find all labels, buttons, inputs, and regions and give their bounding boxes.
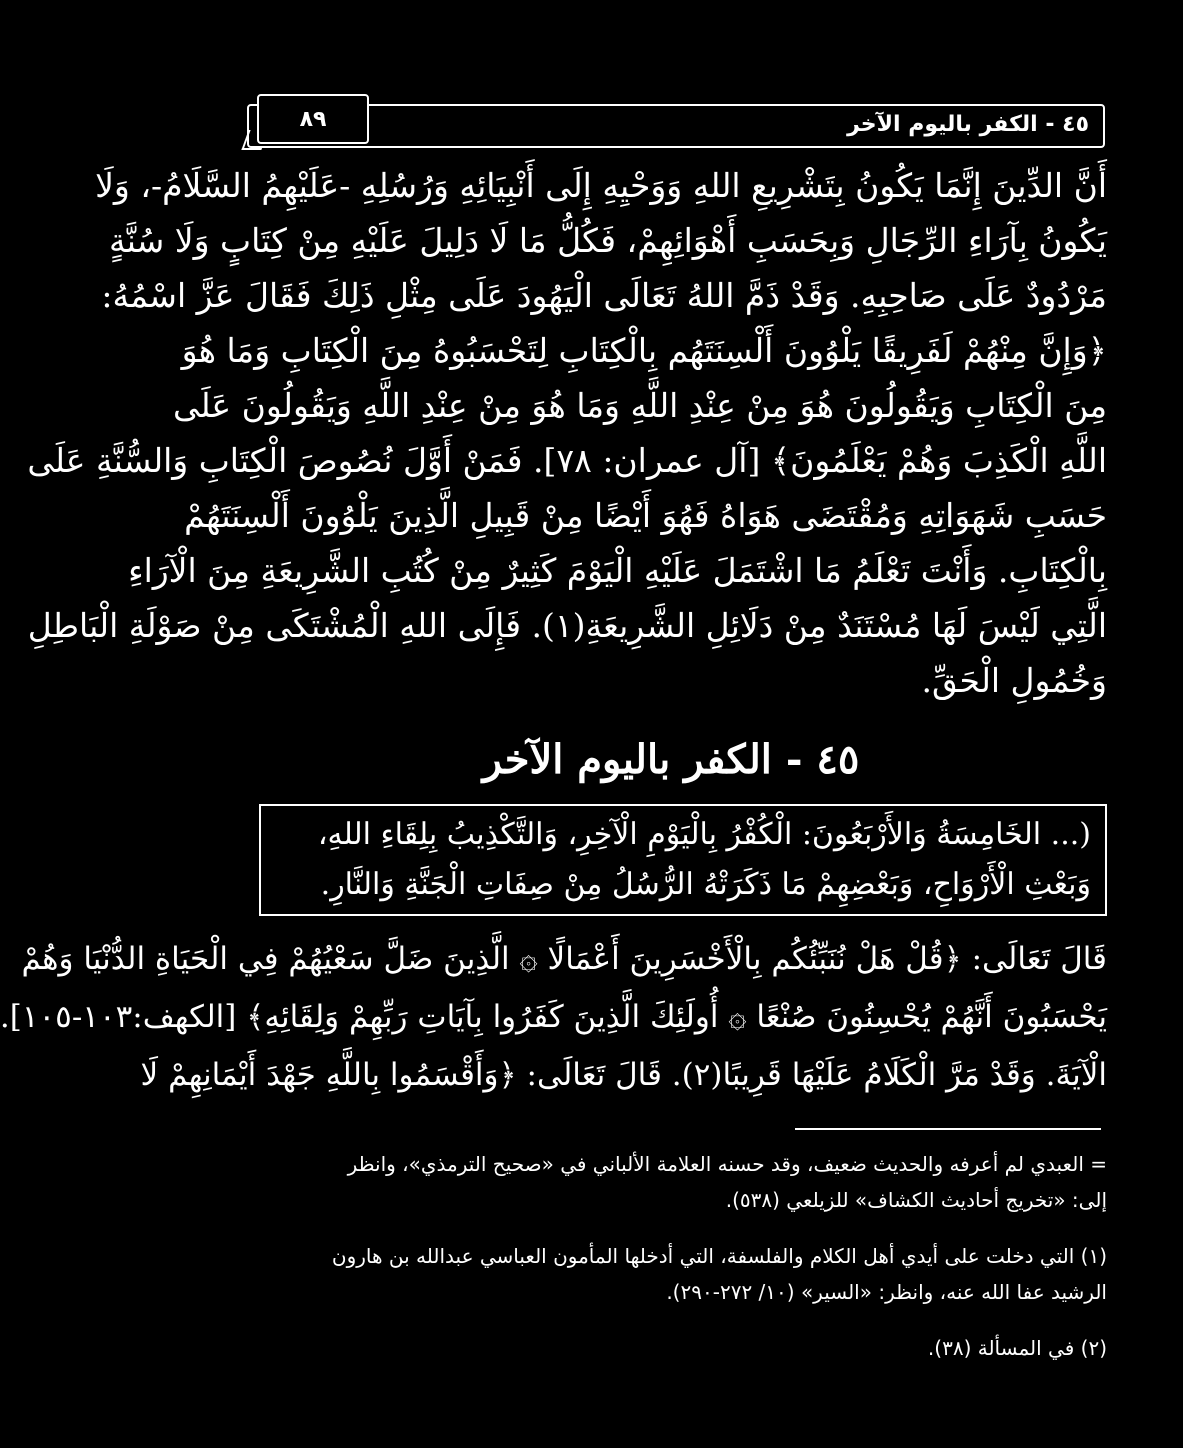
header-title: ٤٥ - الكفر باليوم الآخر [847,112,1089,137]
continuation-line: يَحْسَبُونَ أَنَّهُمْ يُحْسِنُونَ صُنْعًا ۞ أُولَئِكَ الَّذِينَ كَفَرُوا بِآيَاتِ رَبِّهِمْ وَلِقَائِهِ﴾ [الكهف:١٠٣-١٠٥]. [0,999,1107,1035]
footnote-line: الرشيد عفا الله عنه، وانظر: «السير» (١٠/ ٢٧٢-٢٩٠). [666,1280,1107,1304]
footnote-line: إلى: «تخريج أحاديث الكشاف» للزيلعي (٥٣٨). [725,1188,1107,1212]
footnote-separator [795,1128,1101,1130]
body-line: الَّتِي لَيْسَ لَهَا مُسْتَنَدٌ مِنْ دَلَائِلِ الشَّرِيعَةِ(١). فَإِلَى اللهِ الْمُشْتَكَى مِنْ صَوْلَةِ الْبَاطِلِ [27,606,1107,645]
body-line: مِنَ الْكِتَابِ وَيَقُولُونَ هُوَ مِنْ عِنْدِ اللَّهِ وَمَا هُوَ مِنْ عِنْدِ اللَّهِ وَيَقُولُونَ عَلَى [173,386,1107,425]
body-line: بِالْكِتَابِ. وَأَنْتَ تَعْلَمُ مَا اشْتَمَلَ عَلَيْهِ الْيَوْمَ كَثِيرٌ مِنْ كُتُبِ الشَّرِيعَةِ مِنَ الْآرَاءِ [128,551,1107,590]
body-paragraph [27,158,1107,708]
matn-line: وَبَعْثِ الْأَرْوَاحِ، وَبَعْضِهِمْ مَا ذَكَرَتْهُ الرُّسُلُ مِنْ صِفَاتِ الْجَنَّةِ وَالنَّارِ. [320,867,1091,902]
section-heading: ٤٥ - الكفر باليوم الآخر [482,736,860,783]
footnote-line: (١) التي دخلت على أيدي أهل الكلام والفلسفة، التي أدخلها المأمون العباسي عبدالله بن هارون [331,1244,1107,1268]
body-line: أَنَّ الدِّينَ إِنَّمَا يَكُونُ بِتَشْرِيعِ اللهِ وَوَحْيِهِ إِلَى أَنْبِيَائِهِ وَرُسُلِهِ -عَلَيْهِمُ السَّلَامُ-، وَلَا [95,166,1107,205]
footnotes [241,1146,1107,1366]
body-line: حَسَبِ شَهَوَاتِهِ وَمُقْتَضَى هَوَاهُ فَهُوَ أَيْضًا مِنْ قَبِيلِ الَّذِينَ يَلْوُونَ أَلْسِنَتَهُمْ [184,496,1107,535]
body-line: يَكُونُ بِآرَاءِ الرِّجَالِ وَبِحَسَبِ أَهْوَائِهِمْ، فَكُلُّ مَا لَا دَلِيلَ عَلَيْهِ مِنْ كِتَابٍ وَلَا سُنَّةٍ [109,221,1107,260]
matn-line: (... الخَامِسَةُ وَالأَرْبَعُونَ: الْكُفْرُ بِالْيَوْمِ الْآخِرِ، وَالتَّكْذِيبُ بِلِقَاءِ اللهِ، [317,817,1091,852]
continuation-line: قَالَ تَعَالَى: ﴿قُلْ هَلْ نُنَبِّئُكُم بِالْأَخْسَرِينَ أَعْمَالًا ۞ الَّذِينَ ضَلَّ سَعْيُهُمْ فِي الْحَيَاةِ الدُّنْيَا وَهُمْ [21,941,1107,977]
page-number: ٨٩ [299,106,327,132]
body-line: ﴿وَإِنَّ مِنْهُمْ لَفَرِيقًا يَلْوُونَ أَلْسِنَتَهُم بِالْكِتَابِ لِتَحْسَبُوهُ مِنَ الْكِتَابِ وَمَا هُوَ [181,331,1107,370]
continuation-line: الْآيَةَ. وَقَدْ مَرَّ الْكَلَامُ عَلَيْهَا قَرِيبًا(٢). قَالَ تَعَالَى: ﴿وَأَقْسَمُوا بِاللَّهِ جَهْدَ أَيْمَانِهِمْ لَا [140,1057,1107,1093]
body-line: اللَّهِ الْكَذِبَ وَهُمْ يَعْلَمُونَ﴾ [آل عمران: ٧٨]. فَمَنْ أَوَّلَ نُصُوصَ الْكِتَابِ وَالسُّنَّةِ عَلَى [27,441,1107,480]
body-line: مَرْدُودٌ عَلَى صَاحِبِهِ. وَقَدْ ذَمَّ اللهُ تَعَالَى الْيَهُودَ عَلَى مِثْلِ ذَلِكَ فَقَالَ عَزَّ اسْمُهُ: [101,276,1107,315]
footnote-line: (٢) في المسألة (٣٨). [927,1336,1107,1360]
body-line: وَخُمُولِ الْحَقِّ. [921,661,1107,700]
page-number-box [257,94,369,144]
footnote-line: = العبدي لم أعرفه والحديث ضعيف، وقد حسنه العلامة الألباني في «صحيح الترمذي»، وانظر [347,1152,1107,1176]
running-header [247,104,1105,148]
matn-box [259,804,1107,916]
continuation-paragraph [0,930,1107,1104]
